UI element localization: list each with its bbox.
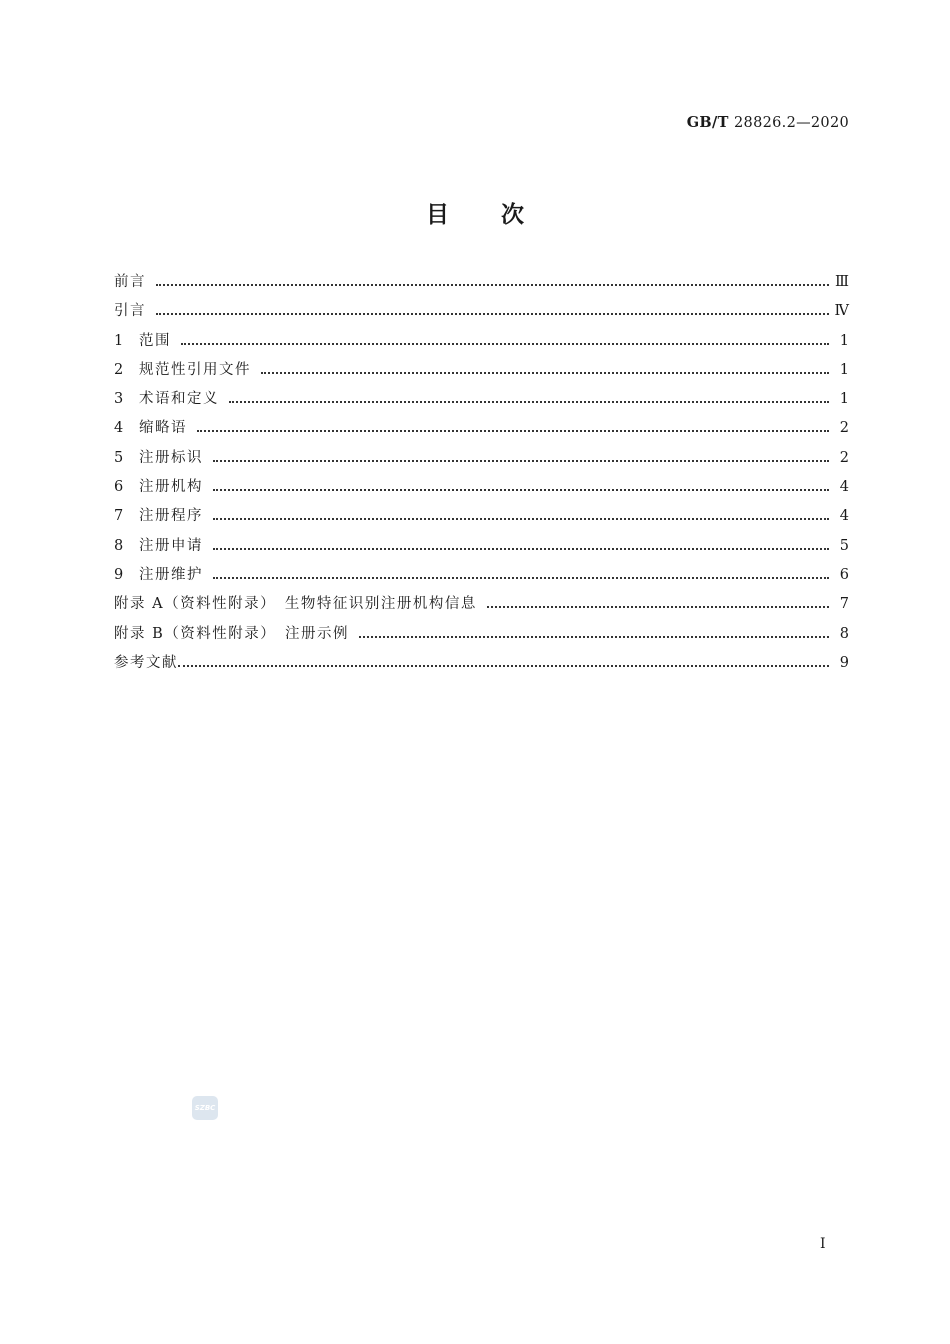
toc-entry-page: Ⅲ	[835, 274, 849, 290]
standard-number: 28826.2—2020	[734, 115, 849, 131]
toc-entry-page: 1	[839, 391, 849, 408]
dot-leader	[487, 592, 829, 608]
toc-entry-page: 2	[839, 449, 849, 466]
toc-entry-4[interactable]	[114, 416, 849, 445]
dot-leader	[213, 563, 829, 579]
dot-leader	[359, 622, 829, 638]
toc-entry-title: 注册申请	[139, 537, 203, 554]
dot-leader	[229, 387, 829, 403]
toc-entry-page: 1	[839, 361, 849, 378]
toc-entry-number: 1	[114, 332, 124, 349]
title-char-1: 目	[426, 202, 449, 228]
table-of-contents	[114, 270, 849, 680]
toc-entry-title: 引言	[114, 303, 146, 320]
watermark-logo-text: SZBC	[194, 1104, 216, 1112]
toc-entry-annex-b[interactable]	[114, 622, 849, 651]
toc-entry-number: 8	[114, 537, 124, 554]
toc-entry-3[interactable]	[114, 387, 849, 416]
watermark-logo	[192, 1096, 218, 1120]
toc-entry-title: 附录 A（资料性附录） 生物特征识别注册机构信息	[114, 596, 477, 613]
toc-entry-number: 3	[114, 391, 124, 408]
toc-entry-page: 4	[839, 508, 849, 525]
toc-entry-number: 6	[114, 479, 124, 496]
dot-leader	[261, 358, 829, 374]
toc-entry-8[interactable]	[114, 534, 849, 563]
standard-code	[687, 114, 849, 131]
dot-leader	[213, 475, 829, 491]
toc-entry-title: 注册标识	[139, 449, 203, 466]
toc-entry-2[interactable]	[114, 358, 849, 387]
dot-leader	[156, 299, 829, 315]
toc-entry-page: 9	[839, 654, 849, 671]
toc-entry-page: 2	[839, 420, 849, 437]
page-title	[0, 196, 950, 229]
toc-entry-title: 附录 B（资料性附录） 注册示例	[114, 625, 350, 642]
toc-entry-number: 9	[114, 566, 124, 583]
toc-entry-number: 4	[114, 420, 124, 437]
toc-entry-page: 5	[839, 537, 849, 554]
dot-leader	[213, 446, 829, 462]
toc-entry-7[interactable]	[114, 504, 849, 533]
toc-entry-title: 规范性引用文件	[139, 361, 251, 378]
toc-entry-number: 7	[114, 508, 124, 525]
dot-leader	[178, 651, 829, 667]
dot-leader	[213, 504, 829, 520]
toc-entry-page: Ⅳ	[834, 303, 849, 320]
toc-entry-page: 6	[839, 566, 849, 583]
toc-entry-title: 参考文献	[114, 654, 178, 671]
toc-entry-title: 注册程序	[139, 508, 203, 525]
toc-entry-title: 范围	[139, 332, 171, 349]
toc-entry-5[interactable]	[114, 446, 849, 475]
toc-entry-page: 8	[839, 625, 849, 642]
toc-entry-introduction[interactable]	[114, 299, 849, 328]
toc-entry-page: 4	[839, 479, 849, 496]
page-number: I	[820, 1236, 826, 1252]
toc-entry-6[interactable]	[114, 475, 849, 504]
toc-entry-page: 1	[839, 332, 849, 349]
toc-entry-title: 注册维护	[139, 566, 203, 583]
toc-entry-number: 2	[114, 361, 124, 378]
dot-leader	[213, 534, 829, 550]
toc-entry-annex-a[interactable]	[114, 592, 849, 621]
toc-entry-9[interactable]	[114, 563, 849, 592]
toc-entry-title: 前言	[114, 274, 146, 290]
toc-entry-page: 7	[839, 596, 849, 613]
toc-entry-title: 注册机构	[139, 479, 203, 496]
toc-entry-bibliography[interactable]	[114, 651, 849, 680]
toc-entry-number: 5	[114, 449, 124, 466]
dot-leader	[197, 416, 829, 432]
dot-leader	[181, 329, 829, 345]
title-char-2: 次	[501, 202, 524, 228]
toc-entry-foreword[interactable]	[114, 270, 849, 299]
toc-entry-title: 缩略语	[139, 420, 187, 437]
dot-leader	[156, 270, 829, 286]
toc-entry-title: 术语和定义	[139, 391, 219, 408]
standard-prefix: GB/T	[686, 114, 729, 131]
toc-entry-1[interactable]	[114, 329, 849, 358]
